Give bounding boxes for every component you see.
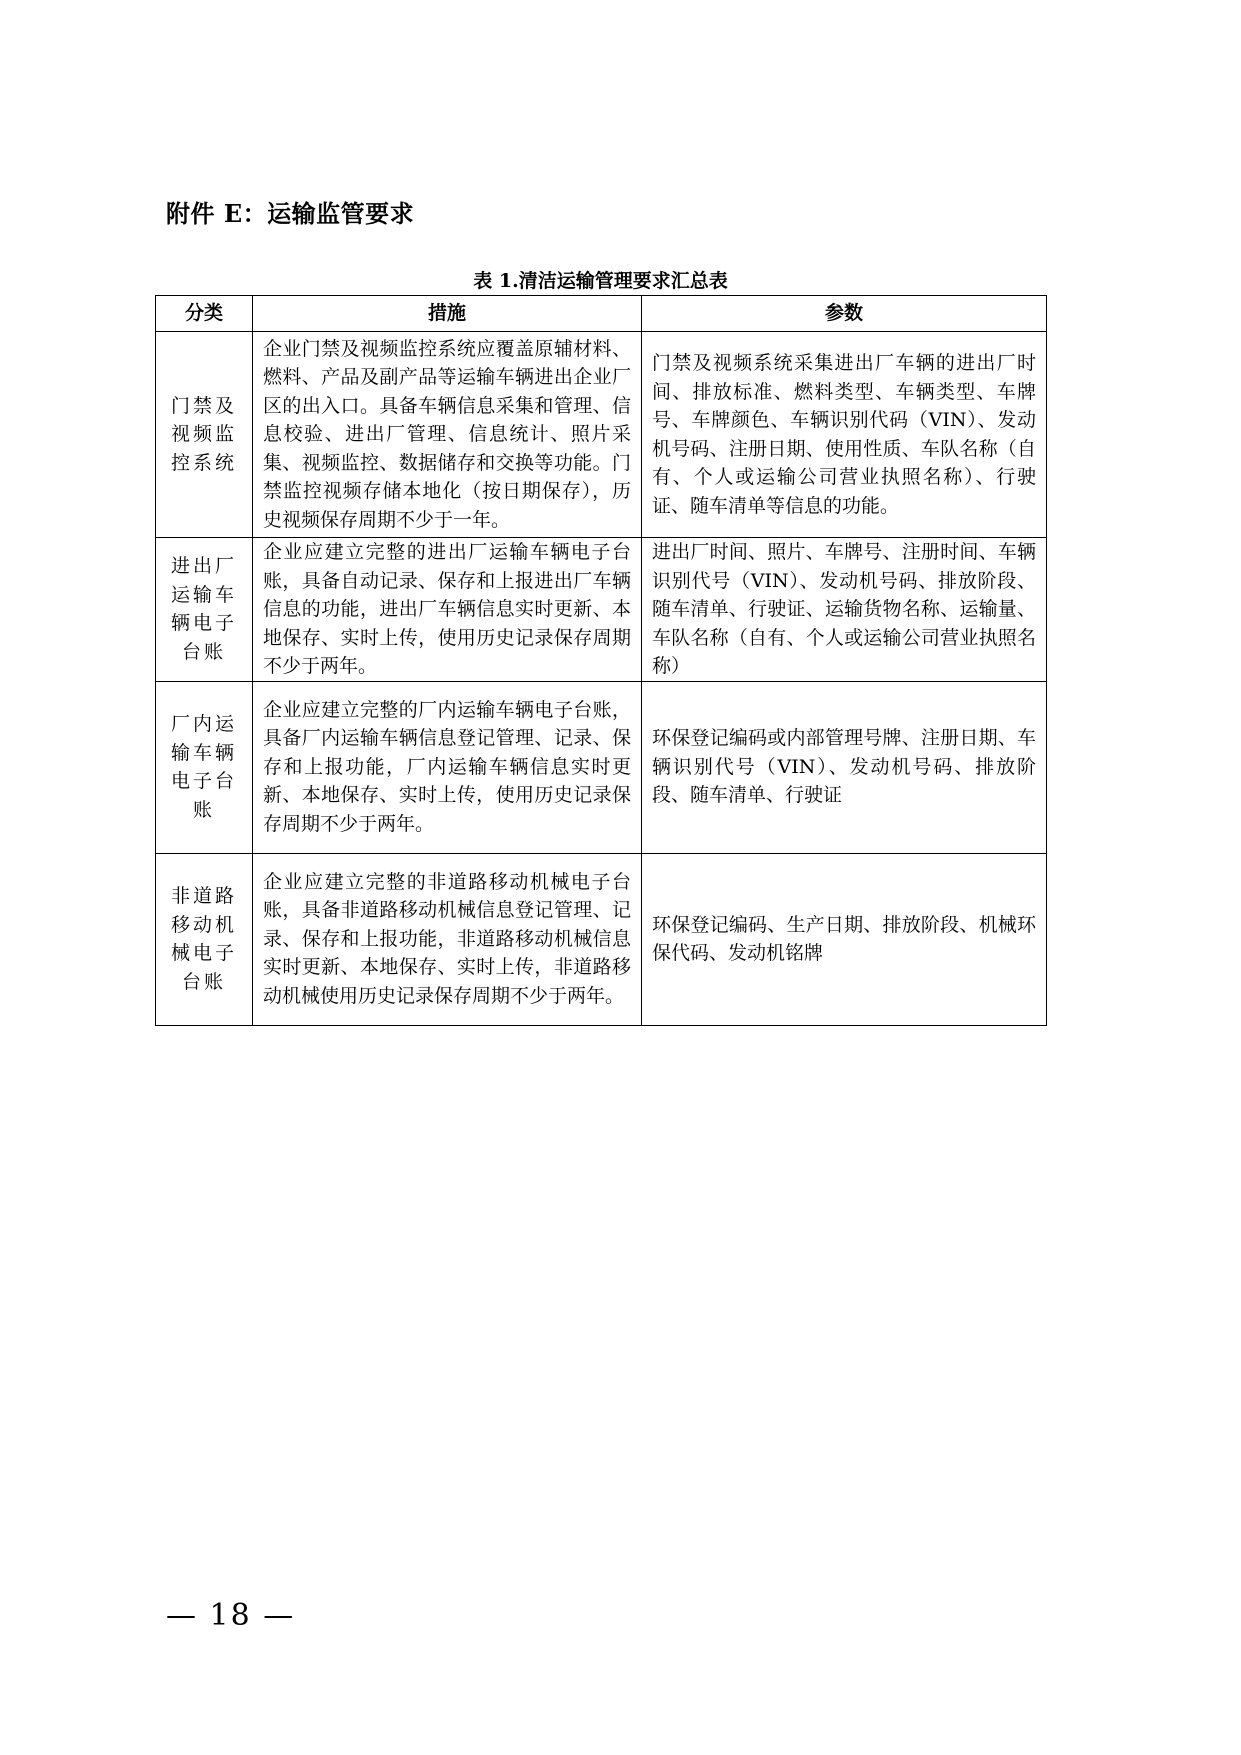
table-header-row: [156, 296, 1047, 332]
row-parameters: 进出厂时间、照片、车牌号、注册时间、车辆识别代号（VIN）、发动机号码、排放阶段、随车清单、行驶证、运输货物名称、运输量、车队名称（自有、个人或运输公司营业执照名称）: [642, 538, 1047, 682]
row-category: 非道路移动机械电子台账: [156, 853, 253, 1025]
row-parameters: 环保登记编码、生产日期、排放阶段、机械环保代码、发动机铭牌: [642, 853, 1047, 1025]
table-row: [156, 332, 1047, 538]
header-parameters: 参数: [642, 296, 1047, 332]
row-measure: 企业应建立完整的厂内运输车辆电子台账，具备厂内运输车辆信息登记管理、记录、保存和上报功能，厂内运输车辆信息实时更新、本地保存、实时上传，使用历史记录保存周期不少于两年。: [253, 681, 642, 853]
header-measure: 措施: [253, 296, 642, 332]
table-row: [156, 681, 1047, 853]
row-category: 门禁及视频监控系统: [156, 332, 253, 538]
document-heading: 附件 E：运输监管要求: [166, 199, 415, 228]
row-parameters: 门禁及视频系统采集进出厂车辆的进出厂时间、排放标准、燃料类型、车辆类型、车牌号、车牌颜色、车辆识别代码（VIN）、发动机号码、注册日期、使用性质、车队名称（自有、个人或运输公司营业执照名称）、行驶证、随车清单等信息的功能。: [642, 332, 1047, 538]
page-number: — 18 —: [166, 1598, 296, 1633]
row-category: 厂内运输车辆电子台账: [156, 681, 253, 853]
row-category: 进出厂运输车辆电子台账: [156, 538, 253, 682]
table-title: 表 1.清洁运输管理要求汇总表: [473, 270, 728, 292]
row-parameters: 环保登记编码或内部管理号牌、注册日期、车辆识别代号（VIN）、发动机号码、排放阶段、随车清单、行驶证: [642, 681, 1047, 853]
row-measure: 企业应建立完整的非道路移动机械电子台账，具备非道路移动机械信息登记管理、记录、保存和上报功能，非道路移动机械信息实时更新、本地保存、实时上传，非道路移动机械使用历史记录保存周期不少于两年。: [253, 853, 642, 1025]
header-category: 分类: [156, 296, 253, 332]
row-measure: 企业门禁及视频监控系统应覆盖原辅材料、燃料、产品及副产品等运输车辆进出企业厂区的出入口。具备车辆信息采集和管理、信息校验、进出厂管理、信息统计、照片采集、视频监控、数据储存和交换等功能。门禁监控视频存储本地化（按日期保存），历史视频保存周期不少于一年。: [253, 332, 642, 538]
row-measure: 企业应建立完整的进出厂运输车辆电子台账，具备自动记录、保存和上报进出厂车辆信息的功能，进出厂车辆信息实时更新、本地保存、实时上传，使用历史记录保存周期不少于两年。: [253, 538, 642, 682]
table-row: [156, 853, 1047, 1025]
table-row: [156, 538, 1047, 682]
clean-transport-summary-table: [155, 295, 1047, 1026]
